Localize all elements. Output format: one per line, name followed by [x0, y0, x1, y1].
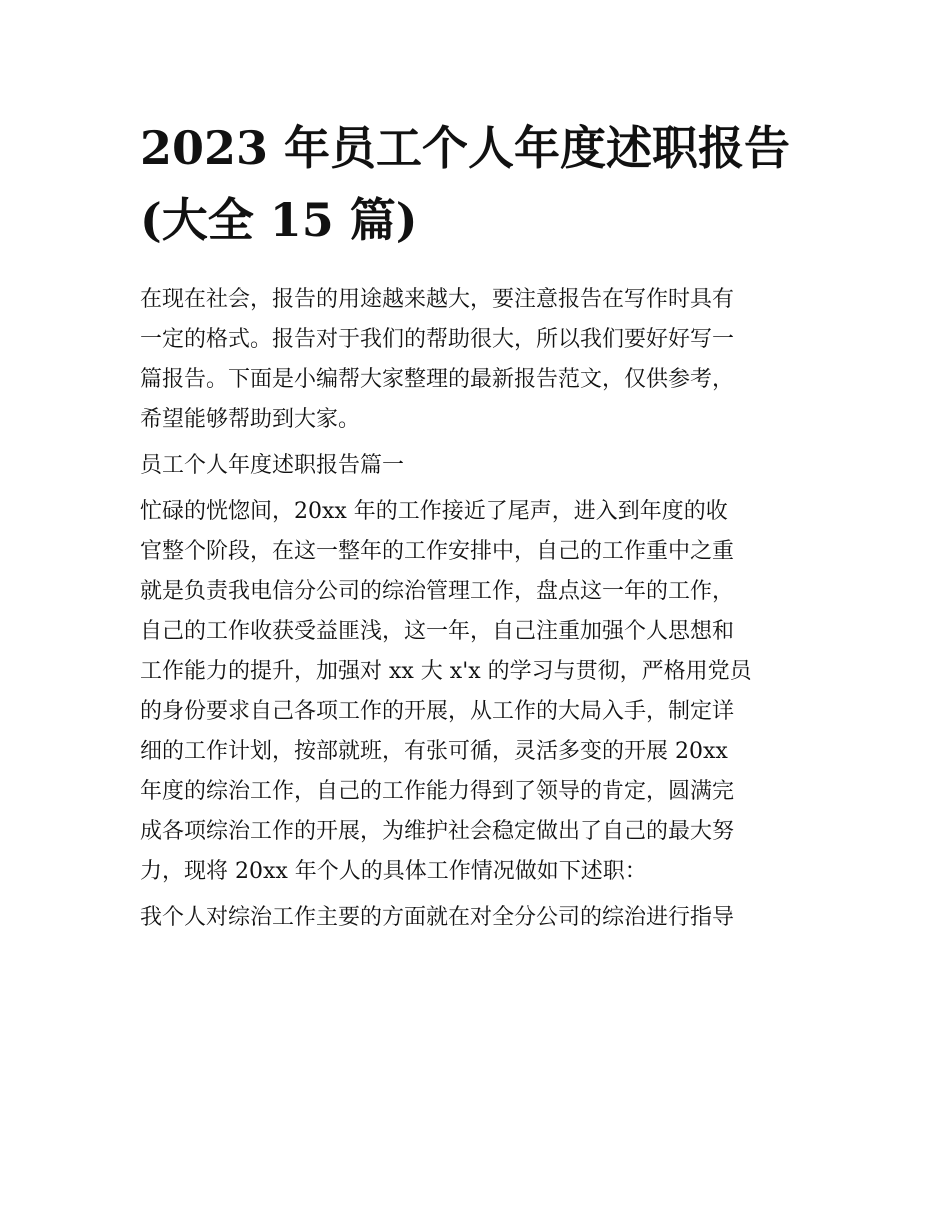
- text-line: 忙碌的恍惚间，20xx 年的工作接近了尾声，进入到年度的收: [140, 499, 728, 524]
- text-line: 的身份要求自己各项工作的开展，从工作的大局入手，制定详: [140, 699, 735, 724]
- document-body: [140, 280, 820, 938]
- text-line: 细的工作计划，按部就班，有张可循，灵活多变的开展 20xx: [140, 739, 728, 764]
- body-paragraph: [140, 492, 820, 892]
- text-line: 工作能力的提升，加强对 xx 大 x'x 的学习与贯彻，严格用党员: [140, 659, 752, 684]
- text-line: 成各项综治工作的开展，为维护社会稳定做出了自己的最大努: [140, 819, 735, 844]
- text-line: 力，现将 20xx 年个人的具体工作情况做如下述职：: [140, 859, 647, 884]
- text-line: 一定的格式。报告对于我们的帮助很大，所以我们要好好写一: [140, 327, 735, 352]
- section-heading: 员工个人年度述职报告篇一: [140, 453, 405, 478]
- document-title: [140, 112, 820, 256]
- text-line: 官整个阶段，在这一整年的工作安排中，自己的工作重中之重: [140, 539, 735, 564]
- text-line: 年度的综治工作，自己的工作能力得到了领导的肯定，圆满完: [140, 779, 735, 804]
- text-line: 就是负责我电信分公司的综治管理工作，盘点这一年的工作，: [140, 579, 735, 604]
- text-line: 自己的工作收获受益匪浅，这一年，自己注重加强个人思想和: [140, 619, 735, 644]
- text-line: 在现在社会，报告的用途越来越大，要注意报告在写作时具有: [140, 287, 735, 312]
- body-paragraph: [140, 898, 820, 938]
- title-line: (大全 15 篇): [140, 193, 418, 247]
- title-line: 2023 年员工个人年度述职报告: [140, 121, 791, 175]
- intro-paragraph: [140, 280, 820, 440]
- text-line: 我个人对综治工作主要的方面就在对全分公司的综治进行指导: [140, 905, 735, 930]
- text-line: 篇报告。下面是小编帮大家整理的最新报告范文，仅供参考，: [140, 367, 735, 392]
- text-line: 希望能够帮助到大家。: [140, 407, 361, 432]
